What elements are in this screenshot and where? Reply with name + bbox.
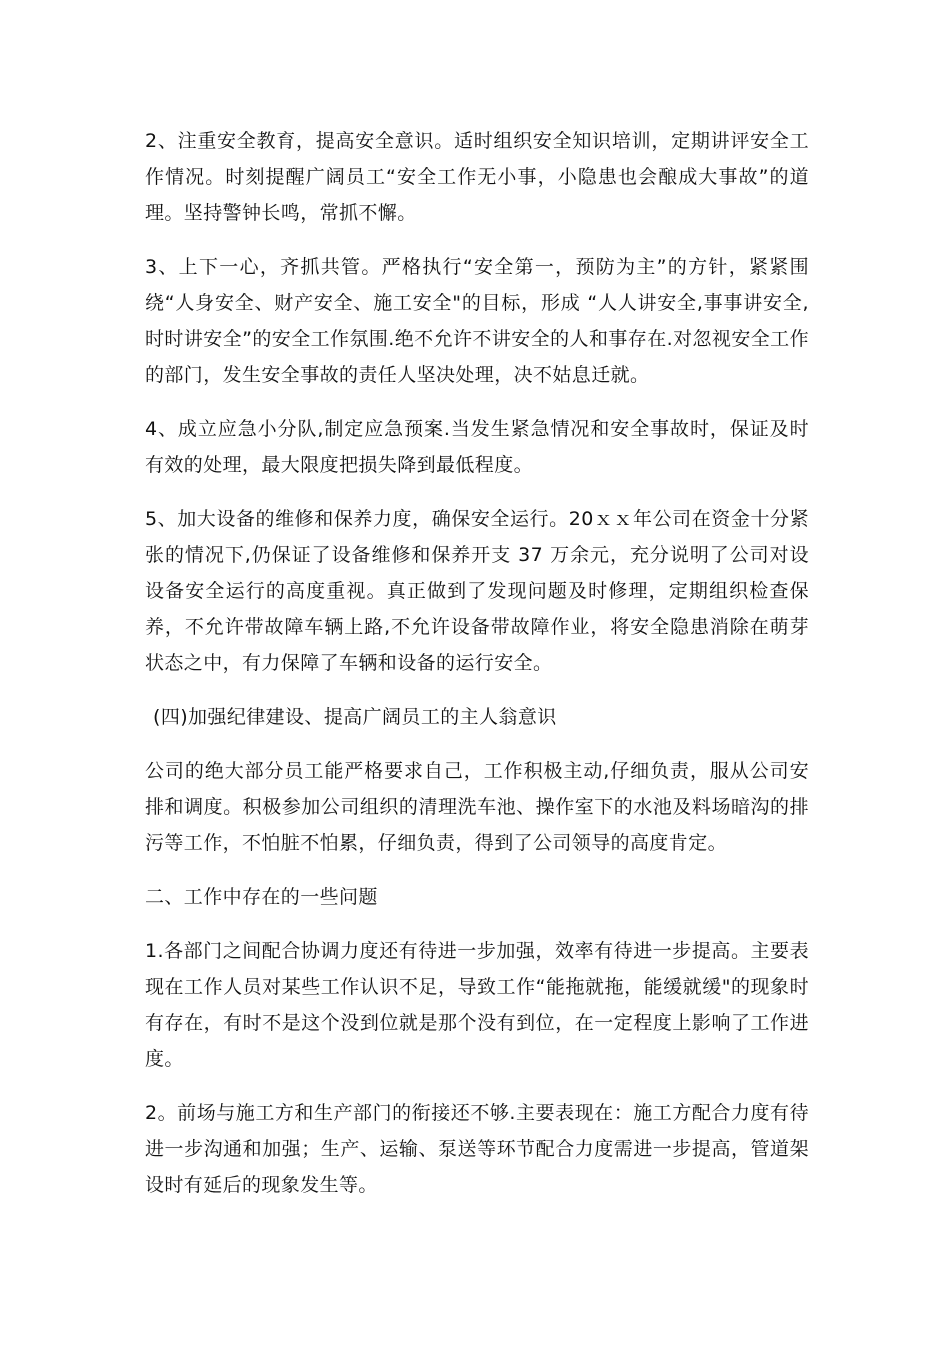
paragraph-safety-education: 2、注重安全教育，提高安全意识。适时组织安全知识培训，定期讲评安全工作情况。时刻提醒广阔员工“安全工作无小事，小隐患也会酿成大事故”的道理。坚持警钟长鸣，常抓不懈。 xyxy=(145,130,809,224)
paragraph-equipment-maintenance: 5、加大设备的维修和保养力度，确保安全运行。20ｘｘ年公司在资金十分紧张的情况下,仍保证了设备维修和保养开支 37 万余元，充分说明了公司对设设备安全运行的高度重视。真正做到了发现问题及时修理，定期组织检查保养，不允许带故障车辆上路,不允许设备带故障作业，将安全隐患消除在萌芽状态之中，有力保障了车辆和设备的运行安全。 xyxy=(145,508,809,674)
paragraph-problem-site-connection: 2。前场与施工方和生产部门的衔接还不够.主要表现在：施工方配合力度有待进一步沟通和加强；生产、运输、泵送等环节配合力度需进一步提高，管道架设时有延后的现象发生等。 xyxy=(145,1102,809,1196)
section-heading-discipline: (四)加强纪律建设、提高广阔员工的主人翁意识 xyxy=(153,706,557,728)
paragraph-staff-performance: 公司的绝大部分员工能严格要求自己，工作积极主动,仔细负责，服从公司安排和调度。积极参加公司组织的清理洗车池、操作室下的水池及料场暗沟的排污等工作，不怕脏不怕累，仔细负责，得到了公司领导的高度肯定。 xyxy=(145,760,809,854)
section-heading-problems: 二、工作中存在的一些问题 xyxy=(145,886,378,908)
paragraph-joint-management: 3、上下一心，齐抓共管。严格执行“安全第一，预防为主”的方针，紧紧围绕“人身安全、财产安全、施工安全"的目标，形成 “人人讲安全,事事讲安全,时时讲安全”的安全工作氛围.绝不允许不讲安全的人和事存在.对忽视安全工作的部门，发生安全事故的责任人坚决处理，决不姑息迁就。 xyxy=(145,256,809,386)
paragraph-problem-coordination: 1.各部门之间配合协调力度还有待进一步加强，效率有待进一步提高。主要表现在工作人员对某些工作认识不足，导致工作“能拖就拖，能缓就缓"的现象时有存在，有时不是这个没到位就是那个没有到位，在一定程度上影响了工作进度。 xyxy=(145,940,809,1070)
document-body xyxy=(145,123,809,1221)
paragraph-emergency-team: 4、成立应急小分队,制定应急预案.当发生紧急情况和安全事故时，保证及时有效的处理，最大限度把损失降到最低程度。 xyxy=(145,418,809,476)
